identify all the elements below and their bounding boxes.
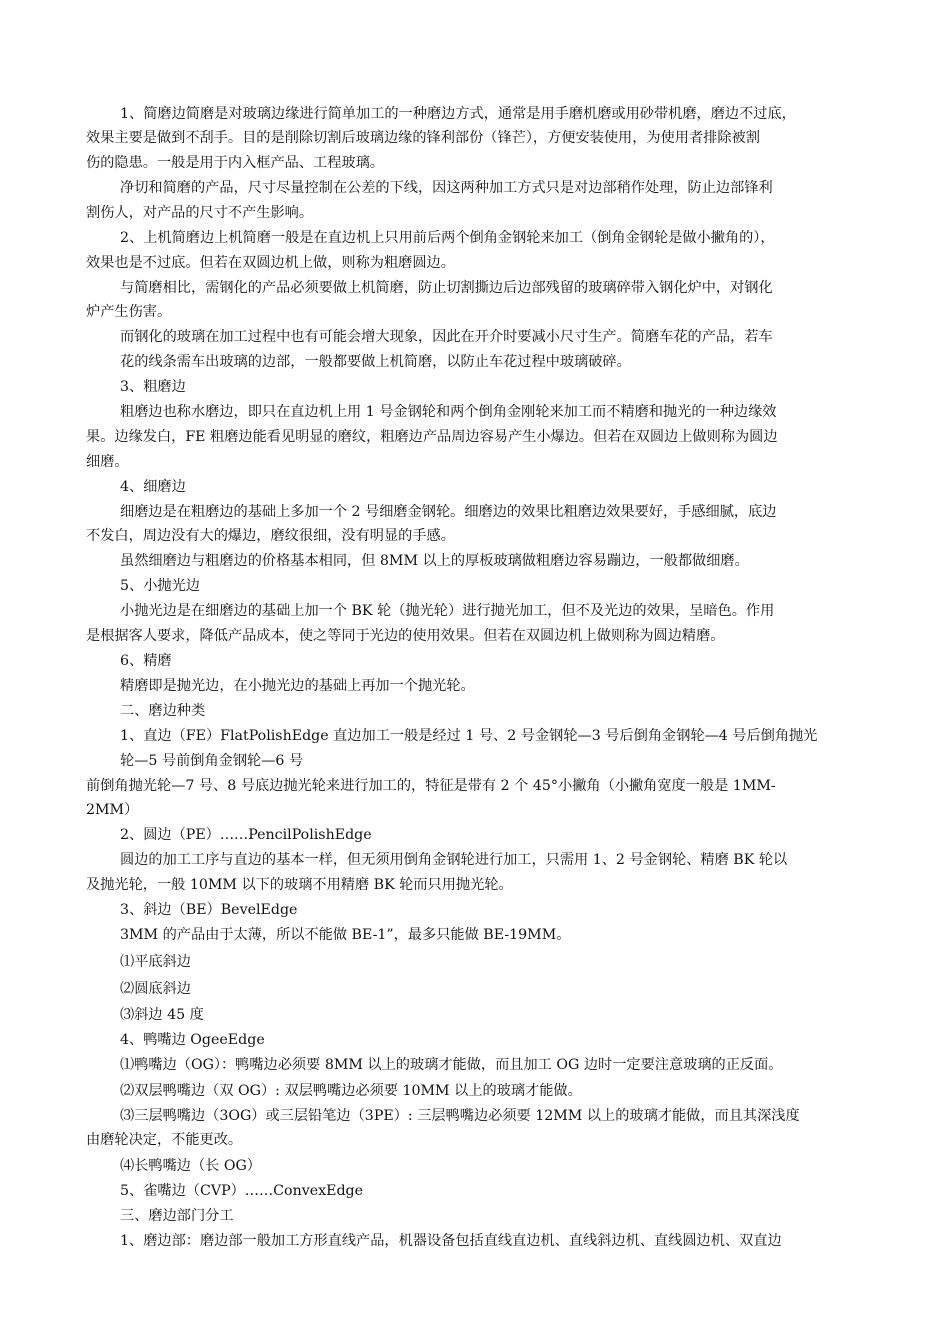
list-item: ⑶三层鸭嘴边（3OG）或三层铅笔边（3PE）: 三层鸭嘴边必须要 12MM 以上的玻璃才能做，而且其深浅度	[120, 1108, 800, 1124]
text-line: 虽然细磨边与粗磨边的价格基本相同，但 8MM 以上的厚板玻璃做粗磨边容易蹦边，一般都做细磨。	[120, 553, 749, 569]
text-line: 前倒角抛光轮—7 号、8 号底边抛光轮来进行加工的，特征是带有 2 个 45°小撇角（小撇角宽度一般是 1MM-	[86, 778, 776, 794]
text-line: 2、上机简磨边上机简磨一般是在直边机上只用前后两个倒角金钢轮来加工（倒角金钢轮是做小撇角的），	[120, 230, 775, 246]
text-line: 而钢化的玻璃在加工过程中也有可能会增大现象，因此在开介时要减小尺寸生产。简磨车花的产品，若车	[120, 329, 773, 345]
list-item: ⑵双层鸭嘴边（双 OG）: 双层鸭嘴边必须要 10MM 以上的玻璃才能做。	[120, 1083, 582, 1099]
text-line: 细磨。	[86, 454, 129, 470]
list-item: ⑷长鸭嘴边（长 OG）	[120, 1158, 261, 1174]
section-heading: 4、细磨边	[120, 479, 186, 495]
text-line: 精磨即是抛光边，在小抛光边的基础上再加一个抛光轮。	[120, 678, 475, 694]
section-heading: 三、磨边部门分工	[120, 1208, 234, 1224]
text-line: 割伤人，对产品的尺寸不产生影响。	[86, 205, 314, 221]
section-heading: 3、粗磨边	[120, 379, 186, 395]
text-line: 效果也是不过底。但若在双圆边机上做，则称为粗磨圆边。	[86, 255, 455, 271]
section-heading: 5、雀嘴边（CVP）……ConvexEdge	[120, 1183, 364, 1199]
text-line: 粗磨边也称水磨边，即只在直边机上用 1 号金钢轮和两个倒角金刚轮来加工而不精磨和抛光的一种边缘效	[120, 404, 777, 420]
section-heading: 二、磨边种类	[120, 703, 206, 719]
text-line: 及抛光轮，一般 10MM 以下的玻璃不用精磨 BK 轮而只用抛光轮。	[86, 877, 513, 893]
list-item: ⑶斜边 45 度	[120, 1007, 204, 1023]
text-line: 与简磨相比，需钢化的产品必须要做上机简磨，防止切割撕边后边部残留的玻璃碎带入钢化炉中，对钢化	[120, 280, 773, 296]
text-line: 1、简磨边简磨是对玻璃边缘进行简单加工的一种磨边方式，通常是用手磨机磨或用砂带机磨，磨边不过底，	[120, 106, 796, 122]
list-item: ⑵圆底斜边	[120, 981, 191, 997]
text-line: 2MM）	[86, 802, 139, 818]
section-heading: 2、圆边（PE）……PencilPolishEdge	[120, 827, 372, 843]
text-line: 细磨边是在粗磨边的基础上多加一个 2 号细磨金钢轮。细磨边的效果比粗磨边效果要好，手感细腻，底边	[120, 504, 777, 520]
section-heading: 5、小抛光边	[120, 578, 200, 594]
text-line: 效果主要是做到不刮手。目的是削除切割后玻璃边缘的锋利部份（锋芒），方便安装使用，为使用者排除被割	[86, 130, 760, 146]
text-line: 1、磨边部：磨边部一般加工方形直线产品，机器设备包括直线直边机、直线斜边机、直线圆边机、双直边	[120, 1233, 782, 1249]
text-line: 果。边缘发白，FE 粗磨边能看见明显的磨纹，粗磨边产品周边容易产生小爆边。但若在双圆边上做则称为圆边	[86, 429, 778, 445]
text-line: 圆边的加工工序与直边的基本一样，但无须用倒角金钢轮进行加工，只需用 1、2 号金钢轮、精磨 BK 轮以	[120, 852, 788, 868]
text-line: 由磨轮决定，不能更改。	[86, 1132, 243, 1148]
text-line: 花的线条需车出玻璃的边部，一般都要做上机简磨，以防止车花过程中玻璃破碎。	[120, 354, 631, 370]
text-line: 炉产生伤害。	[86, 304, 172, 320]
text-line: 净切和简磨的产品，尺寸尽量控制在公差的下线，因这两种加工方式只是对边部稍作处理，防止边部锋利	[120, 180, 773, 196]
text-line: 是根据客人要求，降低产品成本，使之等同于光边的使用效果。但若在双圆边机上做则称为圆边精磨。	[86, 628, 725, 644]
list-item: ⑴平底斜边	[120, 954, 191, 970]
text-line: 3MM 的产品由于太薄，所以不能做 BE-1”，最多只能做 BE-19MM。	[120, 927, 571, 943]
text-line: 伤的隐患。一般是用于内入框产品、工程玻璃。	[86, 155, 384, 171]
section-heading: 6、精磨	[120, 653, 172, 669]
text-line: 轮—5 号前倒角金钢轮—6 号	[120, 753, 304, 769]
list-item: ⑴鸭嘴边（OG）：鸭嘴边必须要 8MM 以上的玻璃才能做，而且加工 OG 边时一定要注意玻璃的正反面。	[120, 1057, 783, 1073]
text-line: 不发白，周边没有大的爆边，磨纹很细，没有明显的手感。	[86, 528, 455, 544]
section-heading: 4、鸭嘴边 OgeeEdge	[120, 1032, 265, 1048]
text-line: 小抛光边是在细磨边的基础上加一个 BK 轮（抛光轮）进行抛光加工，但不及光边的效果，呈暗色。作用	[120, 603, 775, 619]
section-heading: 3、斜边（BE）BevelEdge	[120, 902, 298, 918]
text-line: 1、直边（FE）FlatPolishEdge 直边加工一般是经过 1 号、2 号金钢轮—3 号后倒角金钢轮—4 号后倒角抛光	[120, 728, 818, 744]
